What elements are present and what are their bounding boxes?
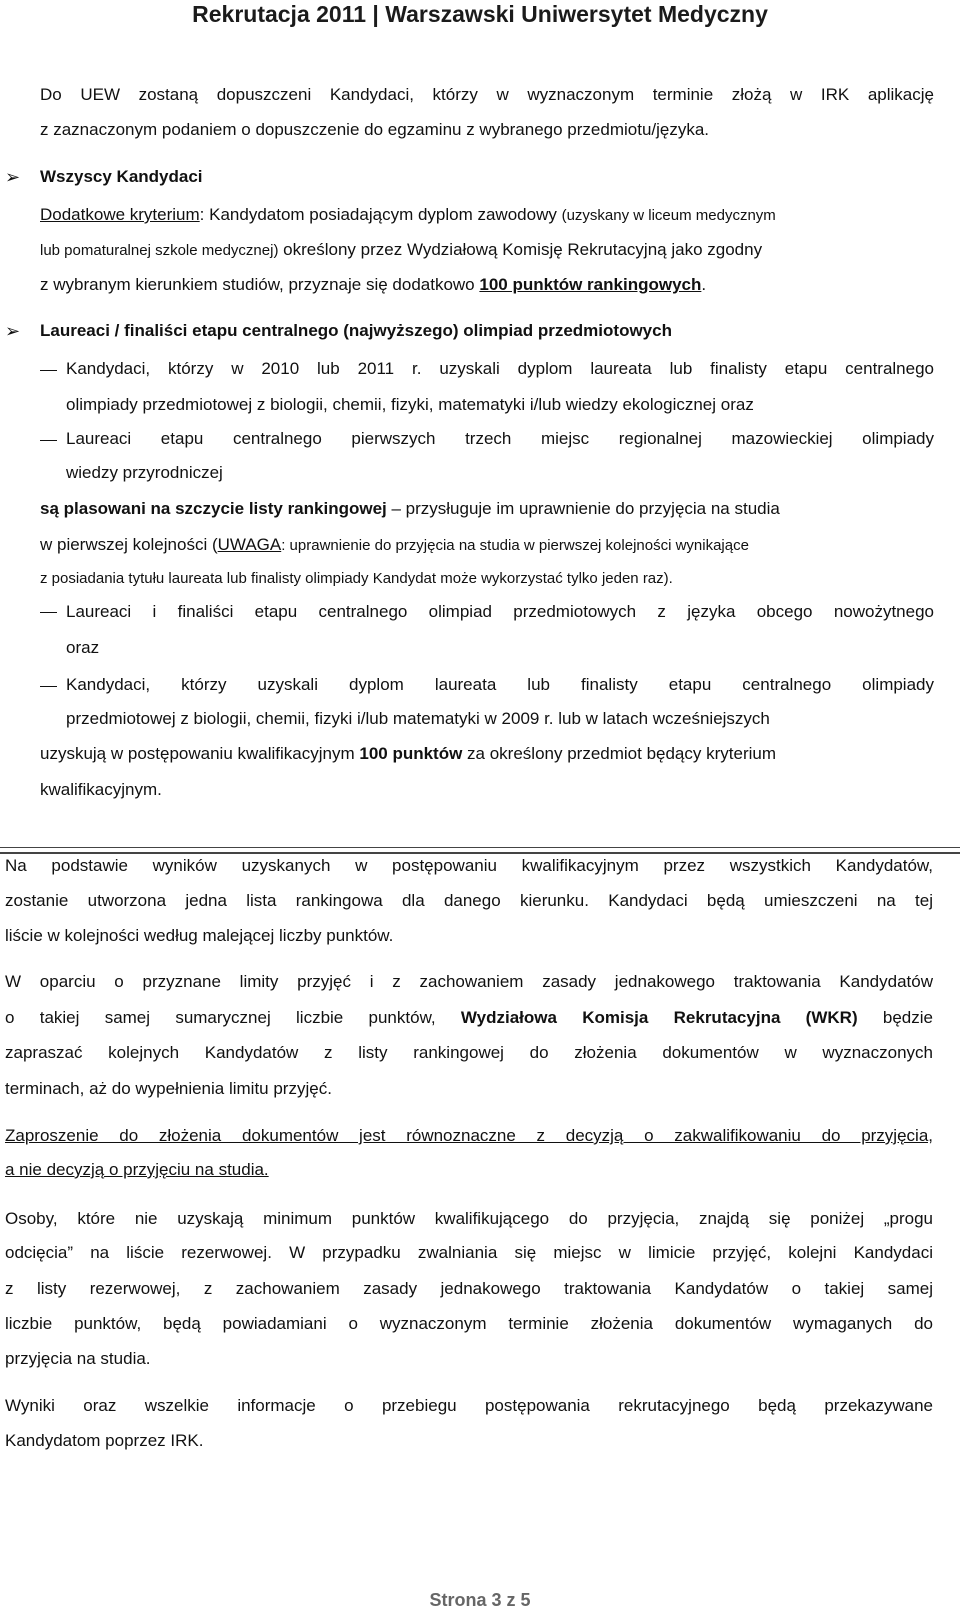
points-value: 100 punktów bbox=[359, 744, 463, 763]
section2-rule-line-3: z posiadania tytułu laureata lub finalisty olimpiady Kandydat może wykorzystać tylko jeden raz). bbox=[40, 570, 673, 587]
section1-line-3-end: . bbox=[701, 275, 707, 294]
arrow-bullet-icon: ➢ bbox=[5, 167, 21, 187]
reserve-paragraph-line-5: przyjęcia na studia. bbox=[5, 1349, 151, 1368]
invitation-paragraph-line-1: Zaproszenie do złożenia dokumentów jest równoznaczne z decyzją o zakwalifikowaniu do przyjęcia, bbox=[5, 1126, 933, 1145]
section2-points-text-end: za określony przedmiot będący kryterium bbox=[462, 744, 777, 763]
top-of-list-rule: są plasowani na szczycie listy rankingowej bbox=[40, 499, 387, 518]
reserve-paragraph-line-1: Osoby, które nie uzyskają minimum punktów kwalifikującego do przyjęcia, znajdą się poniżej „progu bbox=[5, 1209, 933, 1228]
limits-paragraph-line-4: terminach, aż do wypełnienia limitu przyjęć. bbox=[5, 1079, 332, 1098]
section2-item1-line-2: olimpiady przedmiotowej z biologii, chemii, fizyki, matematyki i/lub wiedzy ekologicznej oraz bbox=[66, 395, 754, 414]
results-paragraph-line-2: Kandydatom poprzez IRK. bbox=[5, 1431, 204, 1450]
section2-rule-line-2-note: : uprawnienie do przyjęcia na studia w pierwszej kolejności wynikające bbox=[281, 537, 749, 554]
section2-rule-line-2-text: w pierwszej kolejności ( bbox=[40, 535, 218, 554]
section2-item2-line-2: wiedzy przyrodniczej bbox=[66, 463, 223, 482]
dash-marker bbox=[40, 612, 57, 613]
section2-rule-line-1-text: – przysługuje im uprawnienie do przyjęcia na studia bbox=[386, 499, 780, 518]
dash-marker bbox=[40, 370, 57, 371]
ranking-points-bonus: 100 punktów rankingowych bbox=[479, 275, 702, 294]
limits-paragraph-text: o takiej samej sumarycznej liczbie punktów, bbox=[5, 1008, 461, 1027]
reserve-paragraph-line-4: liczbie punktów, będą powiadamiani o wyznaczonym terminie złożenia dokumentów wymaganych do bbox=[5, 1314, 933, 1333]
reserve-paragraph-line-3: z listy rezerwowej, z zachowaniem zasady jednakowego traktowania Kandydatów o takiej samej bbox=[5, 1279, 933, 1298]
section2-rule-line-1 bbox=[40, 497, 780, 521]
ranking-paragraph-line-2: zostanie utworzona jedna lista rankingowa dla danego kierunku. Kandydaci będą umieszczeni na tej bbox=[5, 891, 933, 910]
intro-line-2: z zaznaczonym podaniem o dopuszczenie do egzaminu z wybranego przedmiotu/języka. bbox=[40, 120, 710, 139]
extra-criterion-label: Dodatkowe kryterium bbox=[40, 205, 200, 224]
ranking-paragraph-line-3: liście w kolejności według malejącej liczby punktów. bbox=[5, 926, 394, 945]
results-paragraph-line-1: Wyniki oraz wszelkie informacje o przebiegu postępowania rekrutacyjnego będą przekazywane bbox=[5, 1396, 933, 1415]
section2-points-line-2: kwalifikacyjnym. bbox=[40, 780, 162, 799]
section2-points-line-1 bbox=[40, 742, 776, 766]
section2-item1-line-1: Kandydaci, którzy w 2010 lub 2011 r. uzyskali dyplom laureata lub finalisty etapu centralnego bbox=[66, 359, 934, 378]
section1-line-2-note: lub pomaturalnej szkole medycznej) bbox=[40, 242, 279, 259]
section2-rule-line-2 bbox=[40, 533, 749, 558]
section2-item2-line-1: Laureaci etapu centralnego pierwszych trzech miejsc regionalnej mazowieckiej olimpiady bbox=[66, 429, 934, 448]
section1-line-2-text: określony przez Wydziałową Komisję Rekrutacyjną jako zgodny bbox=[278, 240, 763, 259]
arrow-bullet-icon: ➢ bbox=[5, 321, 21, 341]
limits-paragraph-line-3: zapraszać kolejnych Kandydatów z listy rankingowej do złożenia dokumentów w wyznaczonych bbox=[5, 1043, 933, 1062]
section2-points-text: uzyskują w postępowaniu kwalifikacyjnym bbox=[40, 744, 360, 763]
section1-line-3 bbox=[40, 273, 706, 297]
limits-paragraph-text-end: będzie bbox=[857, 1008, 933, 1027]
limits-paragraph-line-1: W oparciu o przyznane limity przyjęć i z zachowaniem zasady jednakowego traktowania Kandydatów bbox=[5, 972, 933, 991]
section2-item4-line-1: Kandydaci, którzy uzyskali dyplom laureata lub finalisty etapu centralnego olimpiady bbox=[66, 675, 934, 694]
section2-item3-line-2: oraz bbox=[66, 638, 100, 657]
section1-line-3-text: z wybranym kierunkiem studiów, przyznaje się dodatkowo bbox=[40, 275, 480, 294]
section1-line-1 bbox=[40, 203, 776, 228]
section1-line-2 bbox=[40, 238, 762, 263]
committee-name: Wydziałowa Komisja Rekrutacyjna (WKR) bbox=[460, 1008, 858, 1027]
limits-paragraph-line-2 bbox=[5, 1006, 933, 1030]
section2-item4-line-2: przedmiotowej z biologii, chemii, fizyki i/lub matematyki w 2009 r. lub w latach wcześniejszych bbox=[66, 709, 770, 728]
page-number: Strona 3 z 5 bbox=[429, 1590, 531, 1610]
invitation-paragraph-line-2: a nie decyzją o przyjęciu na studia. bbox=[5, 1160, 269, 1179]
section2-item3-line-1: Laureaci i finaliści etapu centralnego olimpiad przedmiotowych z języka obcego nowożytnego bbox=[66, 602, 934, 621]
intro-line-1: Do UEW zostaną dopuszczeni Kandydaci, którzy w wyznaczonym terminie złożą w IRK aplikację bbox=[40, 85, 934, 104]
dash-marker bbox=[40, 440, 57, 441]
reserve-paragraph-line-2: odcięcia” na liście rezerwowej. W przypadku zwalniania się miejsc w limicie przyjęć, kolejni Kandydaci bbox=[5, 1243, 933, 1262]
section-divider bbox=[0, 847, 960, 848]
ranking-paragraph-line-1: Na podstawie wyników uzyskanych w postępowaniu kwalifikacyjnym przez wszystkich Kandydatów, bbox=[5, 856, 933, 875]
section1-line-1-text: : Kandydatom posiadającym dyplom zawodowy bbox=[199, 205, 562, 224]
page-header: Rekrutacja 2011 | Warszawski Uniwersytet Medyczny bbox=[192, 1, 768, 27]
note-label: UWAGA bbox=[217, 535, 282, 554]
section2-heading: Laureaci / finaliści etapu centralnego (najwyższego) olimpiad przedmiotowych bbox=[40, 321, 672, 340]
dash-marker bbox=[40, 686, 57, 687]
section1-line-1-note: (uzyskany w liceum medycznym bbox=[561, 207, 776, 224]
section1-heading: Wszyscy Kandydaci bbox=[40, 167, 203, 186]
